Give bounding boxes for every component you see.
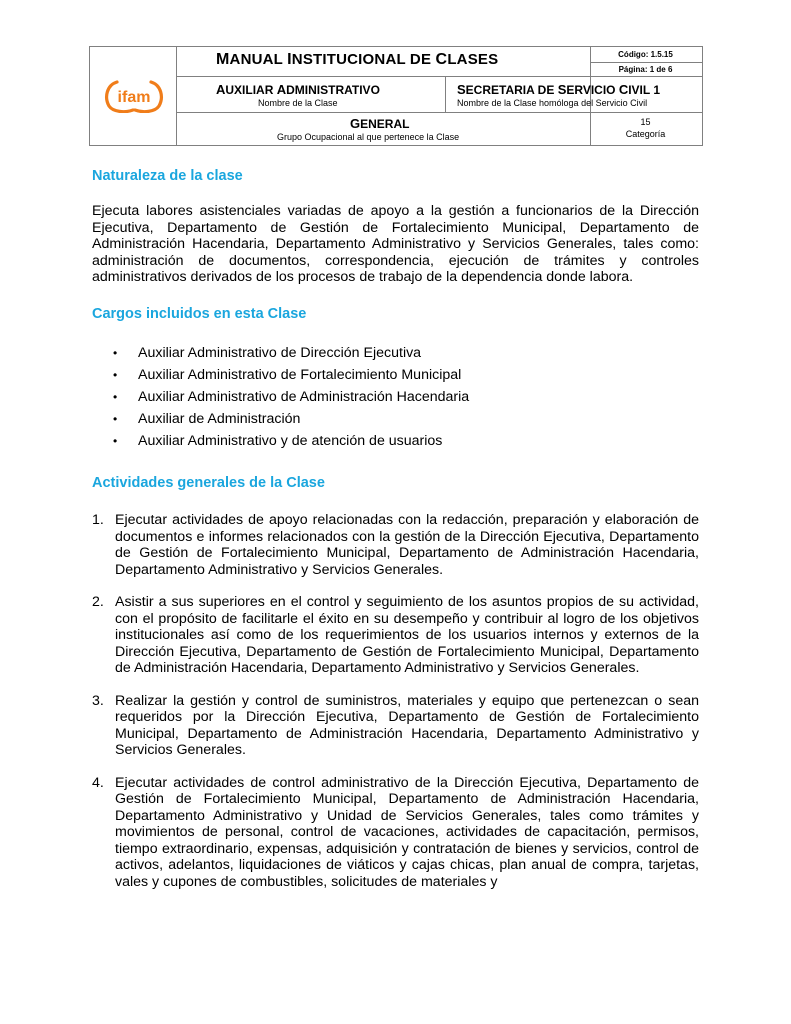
list-item: 2. Asistir a sus superiores en el control y seguimiento de los asuntos propios de su actividad, con el propósito de facilitarle el éxito en su desempeño y contribuir al logro de los objetivos institucionales así como de los requerimientos de los usuarios internos y externos de la Dirección Ejecutiva, Departamento de Gestión de Fortalecimiento Municipal, Departamento de Administración Hacendaria, Departamento Administrativo y Servicios Generales. [92,594,699,676]
divider [177,76,702,77]
document-code: Código: 1.5.15 [618,50,673,59]
category-number: 15 [640,117,651,127]
svg-text:ifam: ifam [117,89,151,106]
page-title: MANUAL INSTITUCIONAL DE CLASES [216,51,499,68]
page-number: Página: 1 de 6 [618,65,673,74]
actividades-list [92,512,699,906]
bullet-icon: • [113,412,118,426]
list-item: • Auxiliar de Administración [113,411,301,427]
naturaleza-paragraph: Ejecuta labores asistenciales variadas de apoyo a la gestión a funcionarios de la Dirección Ejecutiva, Departamento de Gestión de Fortalecimiento Municipal, Departamento de Administración Hacendaria, Departamento Administrativo y Servicios Generales, tales como: administración de documentos, correspondencia, ejecución de trámites y controles administrativos derivados de los procesos de trabajo de la dependencia donde labora. [92,203,699,285]
document-header [89,46,703,146]
divider [445,76,446,112]
section-title-naturaleza: Naturaleza de la clase [92,168,243,184]
occupational-group-label: Grupo Ocupacional al que pertenece la Clase [277,132,460,142]
cargos-list [113,343,469,453]
divider [177,112,702,113]
occupational-group: GENERAL [350,116,410,131]
list-item: • Auxiliar Administrativo de Administración Hacendaria [113,389,470,405]
divider [590,62,702,63]
bullet-icon: • [113,346,118,360]
class-name-label: Nombre de la Clase [258,98,338,108]
section-title-cargos: Cargos incluidos en esta Clase [92,306,307,322]
list-item: • Auxiliar Administrativo y de atención de usuarios [113,433,443,449]
divider [176,47,177,145]
category-label: Categoría [625,129,666,139]
list-item: 4. Ejecutar actividades de control administrativo de la Dirección Ejecutiva, Departamento de Gestión de Fortalecimiento Municipal, Departamento de Administración Hacendaria, Departamento Administrativo y Unidad de Servicios Generales, tales como trámites y movimientos de personal, control de vacaciones, actividades de capacitación, permisos, tiempo extraordinario, expensas, adquisición y contratación de bienes y servicios, control de activos, adelantos, liquidaciones de viáticos y cajas chicas, plan anual de compra, tarjetas, vales y cupones de combustibles, solicitudes de materiales y [92,774,699,890]
bullet-icon: • [113,390,118,404]
class-name: AUXILIAR ADMINISTRATIVO [216,82,380,97]
list-item: • Auxiliar Administrativo de Dirección Ejecutiva [113,345,422,361]
list-item: 3. Realizar la gestión y control de suministros, materiales y equipo que pertenezcan o sean requeridos por la Dirección Ejecutiva, Departamento de Gestión de Fortalecimiento Municipal, Departamento de Administración Hacendaria, Departamento Administrativo y Servicios Generales. [92,692,699,758]
civil-service-label: Nombre de la Clase homóloga del Servicio Civil [457,98,648,108]
bullet-icon: • [113,368,118,382]
bullet-icon: • [113,434,118,448]
section-title-actividades: Actividades generales de la Clase [92,475,325,491]
civil-service-class: SECRETARIA DE SERVICIO CIVIL 1 [457,82,661,97]
list-item: 1. Ejecutar actividades de apoyo relacionadas con la redacción, preparación y elaboración de documentos e informes relacionados con la gestión de la Dirección Ejecutiva, Departamento de Gestión de Fortalecimiento Municipal, Departamento de Administración Hacendaria, Departamento Administrativo y Servicios Generales. [92,512,699,578]
list-item: • Auxiliar Administrativo de Fortalecimiento Municipal [113,367,462,383]
ifam-logo [103,79,165,113]
